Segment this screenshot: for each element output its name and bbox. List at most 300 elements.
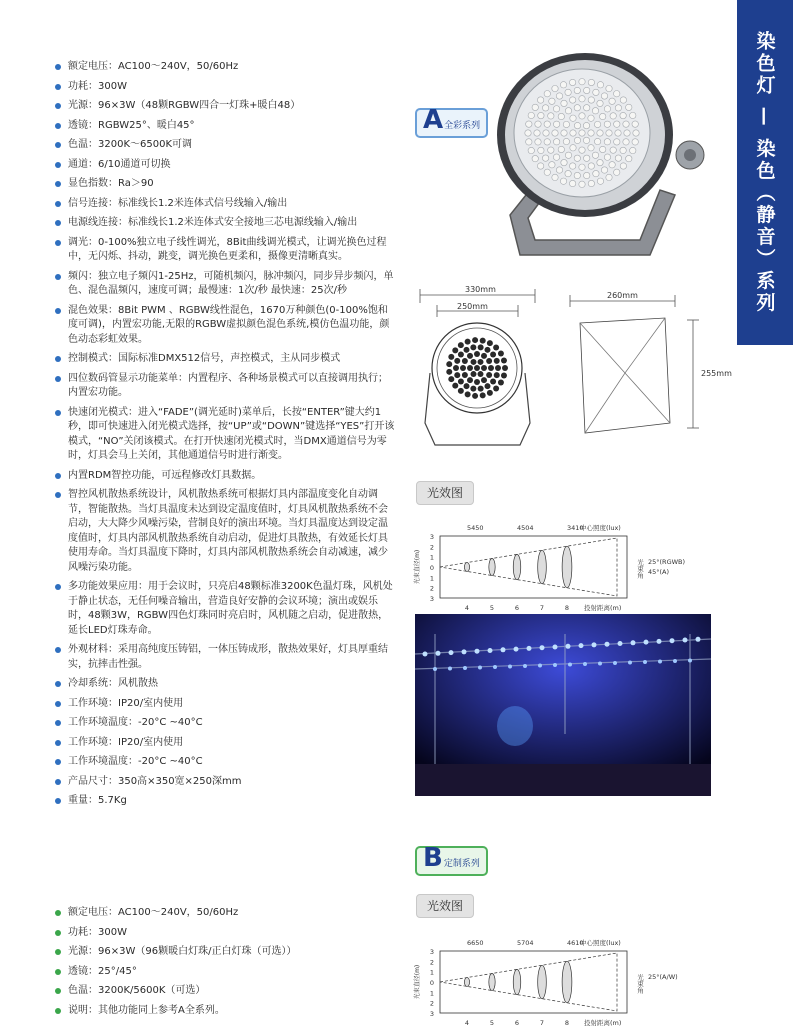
spec-value: -20°C ~40°C [138,717,203,728]
spec-label: 工作环境温度： [68,756,138,767]
spec-value: 采用高纯度压铸铝，一体压铸成形，散热效果好，灯具厚重结实，抗摔击性强。 [68,644,388,670]
spec-value: 四位数码管显示功能菜单：内置程序、各种场景模式可以直接调用执行；内置宏功能。 [68,372,388,398]
led [615,105,621,111]
led [579,181,585,187]
led-outline [472,337,478,343]
led [584,87,590,93]
led [594,121,600,127]
led [583,155,589,161]
led [632,121,638,127]
led [626,155,632,161]
spec-value: 标准线长1.2米连体式信号线输入/输出 [118,197,288,209]
spec-item [55,984,395,999]
y-tick: 0 [429,564,434,572]
led [544,121,550,127]
led [632,139,638,145]
led-outline [454,372,460,378]
stage-light [538,664,542,668]
led [553,106,559,112]
led [604,154,610,160]
spec-item [55,469,395,484]
distance-tick: 4 [464,1019,470,1027]
led-outline [495,365,501,371]
led-outline [487,340,493,346]
led [553,139,559,145]
led [561,100,567,106]
led-outline [485,347,491,353]
distance-tick: 8 [564,1019,570,1027]
led-outline [458,378,464,384]
led [614,91,620,97]
led-outline [493,385,499,391]
spec-label: 冷却系统： [68,678,118,689]
spec-value: 3200K/5600K（可选） [98,985,206,996]
stage-light [583,662,587,666]
spec-label: 透镜： [68,119,98,131]
spec-item [55,60,395,75]
beam-slice [464,563,469,572]
distance-tick: 8 [564,604,570,612]
led-outline [462,372,468,378]
led [556,93,562,99]
spec-label: 透镜： [68,965,98,977]
led-outline [458,342,464,348]
stage-light [592,642,597,647]
spec-label: 功耗： [68,80,98,92]
led-outline [472,393,478,399]
stage-light [523,664,527,668]
led [614,139,620,145]
led-outline [494,358,500,364]
led [574,137,580,143]
led [574,87,580,93]
spec-value: Ra＞90 [118,178,154,189]
led [584,172,590,178]
spec-label: 显色指数： [68,178,118,189]
spec-item [55,99,395,114]
led-outline [453,365,459,371]
led [563,121,569,127]
led-outline [478,386,484,392]
beam-slice [513,969,520,994]
y-tick: 2 [429,958,434,967]
spec-item [55,945,395,960]
beam-slice [489,558,495,575]
spec-item [55,677,395,692]
y-tick: 1 [429,553,434,562]
led-outline [487,390,493,396]
stage-light [514,647,519,652]
y-tick: 1 [429,574,434,583]
led-outline [474,351,480,357]
led [624,130,630,136]
spec-label: 外观材料： [68,644,118,655]
led [593,170,599,176]
stage-light [683,638,688,643]
led [552,130,558,136]
led-outline [458,388,464,394]
spec-item [55,716,395,731]
stage-light [462,649,467,654]
led [526,121,532,127]
led [620,163,626,169]
led [570,145,576,151]
stage-light [605,642,610,647]
led-outline [490,378,496,384]
led [563,138,569,144]
led [560,82,566,88]
stage-light [501,647,506,652]
led [601,93,607,99]
led [579,147,585,153]
led [528,147,534,153]
spec-item [55,643,395,672]
spec-value: -20°C ~40°C [138,756,203,767]
led-outline [465,391,471,397]
led-outline [467,353,473,359]
stage-light [540,645,545,650]
led-outline [486,358,492,364]
led-outline [474,365,480,371]
led-outline [448,354,454,360]
led [610,147,616,153]
spec-value: IP20/室内使用 [118,697,184,709]
stage-light [463,666,467,670]
led-outline [467,365,473,371]
y-tick: 3 [429,533,434,541]
led [597,159,603,165]
series-a-name: 全彩系列 [444,121,481,131]
led [538,147,544,153]
led [583,122,589,128]
spec-label: 功耗： [68,926,98,938]
lux-value: 4504 [517,524,534,532]
spec-item [55,304,395,348]
spec-value: 其他功能同上参考A全系列。 [98,1004,225,1016]
spec-label: 通道： [68,158,98,170]
led-outline [448,376,454,382]
stage-light [436,651,441,656]
led [604,139,610,145]
stage-light [696,637,701,642]
y-axis-title: 光束直径(m) [414,549,421,585]
series-b-letter: B [423,843,443,873]
beam-slice [538,965,547,998]
y-axis-title: 光束直径(m) [414,964,421,1000]
led [583,105,589,111]
beam-slice [464,978,469,987]
led [615,130,621,136]
led [556,167,562,173]
led [594,138,600,144]
spec-value: 智控风机散热系统设计，风机散热系统可根据灯具内部温度变化自动调节，智能散热。当灯具温度未达到设定温度值时，灯具风机散热系统不会启动，大大降少风噪污染，营制良好的演出环境。当灯具温度达到设定温度值时，灯具内部风机散热系统自动启动，促进灯具散热，有效延长灯具使用寿命。当灯具温度下降时，灯具内部风机散热系统会自动减速，减少风噪污染功能。 [68,489,388,573]
spec-list-a [55,60,395,814]
led [542,155,548,161]
led [606,85,612,91]
spec-item [55,736,395,751]
stage-light [493,665,497,669]
angle-value: 25°(RGWB) [648,558,686,566]
dim-depth: 260mm [607,291,638,300]
led [558,113,564,119]
angle-value: 45°(A) [648,568,670,576]
y-tick: 2 [429,543,434,552]
stage-light [527,646,532,651]
led-outline [481,353,487,359]
stage-light [448,667,452,671]
spec-value: 25°/45° [98,965,137,977]
dim-width-inner: 250mm [457,302,488,311]
beam-chart-b [412,935,712,1029]
led [588,97,594,103]
led-outline [480,392,486,398]
category-title: 染色灯 — 染色（静音）系列 [753,30,776,315]
stage-light [433,667,437,671]
spec-label: 调光： [68,236,98,248]
spec-label: 光源： [68,100,98,111]
stage-light [618,641,623,646]
led [633,130,639,136]
led [535,139,541,145]
spec-item [55,1004,395,1019]
stage-light [688,659,692,663]
led [583,137,589,143]
lux-value: 5450 [467,524,484,532]
stage-light [670,638,675,643]
led [526,139,532,145]
spec-item [55,236,395,265]
stage-light [566,644,571,649]
angle-value: 25°(A/W) [648,973,678,981]
led [544,91,550,97]
distance-tick: 6 [514,604,520,612]
spec-value: 300W [98,80,127,92]
spec-item [55,158,395,173]
stage-light [631,640,636,645]
led [597,130,603,136]
led [525,130,531,136]
stage-light [488,648,493,653]
led-outline [478,359,484,365]
spec-label: 光源： [68,946,98,957]
distance-tick: 7 [539,604,545,612]
led [565,170,571,176]
led-outline [481,377,487,383]
spec-value: 5.7Kg [98,795,127,806]
spec-item [55,775,395,790]
spec-value: 3200K～6500K可调 [98,139,193,150]
led [569,180,575,186]
led [543,130,549,136]
spec-item [55,755,395,770]
angle-title: 光束角 [636,974,644,994]
led [574,122,580,128]
spec-label: 频闪： [68,270,98,282]
led-outline [464,383,470,389]
led [579,113,585,119]
spec-item [55,697,395,712]
led [601,167,607,173]
led-outline [474,379,480,385]
stage-light [449,650,454,655]
led [626,104,632,110]
stage-light [423,652,428,657]
spec-item [55,138,395,153]
led [623,139,629,145]
spec-item [55,352,395,367]
led [597,100,603,106]
led [614,169,620,175]
distance-tick: 4 [464,604,470,612]
spec-label: 说明： [68,1004,98,1016]
led [599,146,605,152]
spec-value: 独立电子频闪1-25Hz，可随机频闪，脉冲频闪，同步异步频闪，单色、混色温频闪，速度可调；最慢速：1次/秒 最快速：25次/秒 [68,270,394,296]
spec-label: 电源线连接： [68,217,128,228]
led [553,154,559,160]
led-outline [493,345,499,351]
stage-light [644,640,649,645]
spec-item [55,488,395,575]
led [528,112,534,118]
distance-tick: 5 [489,1019,495,1027]
led [532,155,538,161]
led-outline [480,338,486,344]
stage-light [553,663,557,667]
y-tick: 0 [429,979,434,987]
led [620,97,626,103]
spec-value: 国际标准DMX512信号，声控模式，主从同步模式 [118,353,341,364]
led [549,98,555,104]
spec-value: 标准线长1.2米连体式安全接地三芯电源线输入/输出 [128,217,358,228]
spec-item [55,372,395,401]
product-image [490,40,715,280]
led [544,139,550,145]
led [620,147,626,153]
led-outline [481,365,487,371]
spec-item [55,926,395,941]
y-tick: 1 [429,968,434,977]
led [532,104,538,110]
beam-chart-a [412,520,712,620]
led-outline [470,344,476,350]
spec-item [55,80,395,95]
spec-item [55,216,395,231]
y-tick: 1 [429,989,434,998]
led [609,98,615,104]
spec-label: 产品尺寸： [68,775,118,787]
spec-item [55,580,395,638]
lux-title: 中心照度(lux) [580,939,621,947]
led-outline [488,365,494,371]
dim-width-outer: 330mm [465,285,496,294]
led [569,163,575,169]
stage-light [508,665,512,669]
led-outline [501,357,507,363]
spec-value: IP20/室内使用 [118,736,184,748]
stage-light [475,649,480,654]
led [630,112,636,118]
spec-label: 色温： [68,985,98,996]
led [610,113,616,119]
distance-tick: 5 [489,604,495,612]
spec-value: 96×3W（48颗RGBW四合一灯珠+暖白48） [98,100,301,111]
beam-slice [538,550,547,583]
stage-light [658,660,662,664]
led-outline [485,383,491,389]
led [538,112,544,118]
led-outline [446,369,452,375]
led-outline [452,383,458,389]
led [574,105,580,111]
led [565,108,571,114]
lux-value: 4610 [567,939,584,947]
stage-light [478,666,482,670]
led [588,180,594,186]
led [620,112,626,118]
stage-light [657,639,662,644]
led [593,89,599,95]
led [548,147,554,153]
led [549,162,555,168]
led-outline [454,358,460,364]
spec-list-b [55,906,395,1023]
spec-value: RGBW25°、暖白45° [98,119,195,131]
effect-label-a: 光效图 [416,481,474,505]
led [537,163,543,169]
distance-tick: 6 [514,1019,520,1027]
lux-value: 6650 [467,939,484,947]
spec-label: 色温： [68,139,98,150]
led-outline [458,352,464,358]
beam-slice [489,973,495,990]
led-outline [486,372,492,378]
spec-value: 96×3W（96颗暖白灯珠/正白灯珠（可选）） [98,946,297,957]
led [552,85,558,91]
led [544,169,550,175]
spec-value: 300W [98,926,127,938]
category-banner [737,0,793,345]
led [609,162,615,168]
led-outline [498,350,504,356]
spec-label: 额定电压： [68,907,118,918]
led [565,152,571,158]
spec-value: 快速闭光模式：进入“FADE”(调光延时)菜单后，长按“ENTER”键大约1秒，即可快速进入闭光模式选择，按“UP”或“DOWN”键选择“YES”打开该模式，“NO”关闭该模式。在打开快速闭光模式时，当DMX通道信号为零时，灯具会马上关闭，其他通道信号时进行渐变。 [68,406,395,461]
spec-label: 信号连接： [68,197,118,209]
y-tick: 3 [429,1010,434,1018]
led [535,121,541,127]
led-outline [460,365,466,371]
effect-label-b: 光效图 [416,894,474,918]
stage-light [579,643,584,648]
lux-value: 5704 [517,939,534,947]
spec-value: 多功能效果应用：用于会议时，只亮启48颗标准3200K色温灯珠，风机处于静止状态，无任何噪音输出，营造良好安静的会议环境；演出或娱乐时，48颗3W，RGBW四色灯珠同时亮启时，风机随之启动，促进散热，延长LED灯珠寿命。 [68,581,393,636]
led [604,106,610,112]
led [579,79,585,85]
led [588,79,594,85]
spec-value: 350高×350宽×250深mm [118,775,242,787]
led-outline [471,359,477,365]
stage-light [613,661,617,665]
series-b-badge [415,843,488,876]
stage-light [643,660,647,664]
led [630,147,636,153]
led-outline [467,377,473,383]
spec-label: 工作环境温度： [68,717,138,728]
led [606,174,612,180]
led [579,164,585,170]
spec-label: 混色效果： [68,304,118,316]
led [534,130,540,136]
